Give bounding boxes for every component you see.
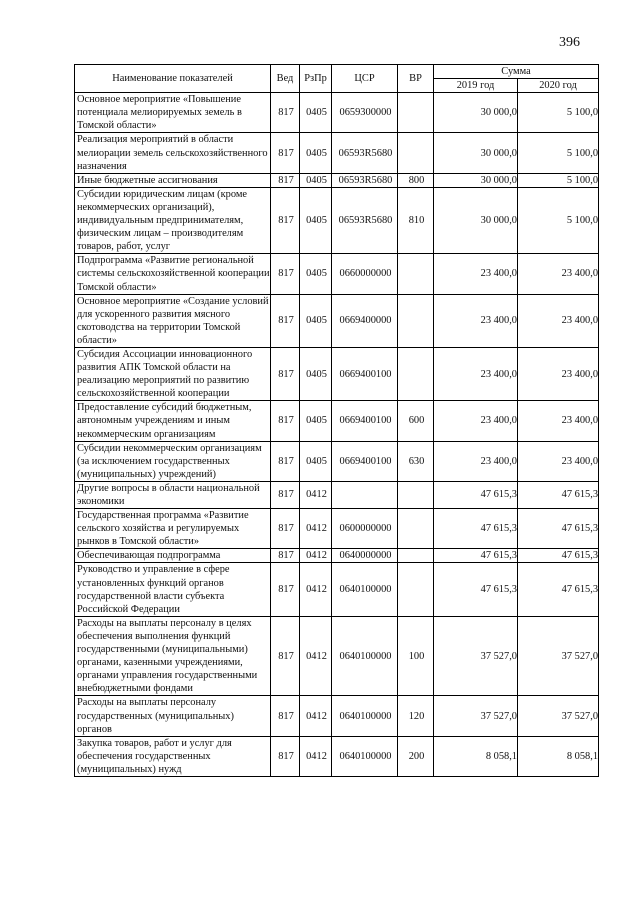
row-rzpr: 0412	[300, 616, 332, 696]
row-vr	[398, 254, 434, 294]
row-vr: 100	[398, 616, 434, 696]
row-sum-2020: 5 100,0	[518, 187, 599, 253]
row-name: Расходы на выплаты персоналу государственных (муниципальных) органов	[75, 696, 271, 736]
row-ved: 817	[271, 133, 300, 173]
row-vr	[398, 347, 434, 400]
budget-table	[74, 64, 599, 777]
table-row	[75, 347, 599, 400]
header-sum: Сумма	[434, 65, 599, 79]
row-sum-2019: 23 400,0	[434, 294, 518, 347]
table-row	[75, 294, 599, 347]
header-name: Наименование показателей	[75, 65, 271, 93]
row-ved: 817	[271, 294, 300, 347]
table-row	[75, 401, 599, 441]
row-sum-2020: 47 615,3	[518, 481, 599, 508]
row-sum-2019: 23 400,0	[434, 401, 518, 441]
row-ved: 817	[271, 173, 300, 187]
row-csr: 0640100000	[332, 736, 398, 776]
row-sum-2019: 30 000,0	[434, 133, 518, 173]
row-sum-2020: 23 400,0	[518, 254, 599, 294]
row-csr: 0669400100	[332, 441, 398, 481]
row-rzpr: 0405	[300, 347, 332, 400]
row-sum-2019: 8 058,1	[434, 736, 518, 776]
row-name: Государственная программа «Развитие сельского хозяйства и регулируемых рынков в Томской области»	[75, 509, 271, 549]
row-rzpr: 0412	[300, 509, 332, 549]
row-rzpr: 0405	[300, 401, 332, 441]
row-name: Реализация мероприятий в области мелиорации земель сельскохозяйственного назначения	[75, 133, 271, 173]
row-vr	[398, 563, 434, 616]
row-sum-2020: 47 615,3	[518, 549, 599, 563]
row-name: Обеспечивающая подпрограмма	[75, 549, 271, 563]
table-row	[75, 616, 599, 696]
table-row	[75, 549, 599, 563]
row-csr: 0640100000	[332, 563, 398, 616]
row-name: Другие вопросы в области национальной экономики	[75, 481, 271, 508]
row-sum-2020: 37 527,0	[518, 616, 599, 696]
table-row	[75, 441, 599, 481]
header-csr: ЦСР	[332, 65, 398, 93]
row-name: Субсидия Ассоциации инновационного развития АПК Томской области на реализацию мероприятий по развитию сельскохозяйственной кооперации	[75, 347, 271, 400]
row-ved: 817	[271, 441, 300, 481]
row-ved: 817	[271, 616, 300, 696]
row-ved: 817	[271, 563, 300, 616]
row-sum-2019: 47 615,3	[434, 549, 518, 563]
row-vr: 800	[398, 173, 434, 187]
row-name: Основное мероприятие «Создание условий для ускоренного развития мясного скотоводства на территории Томской области»	[75, 294, 271, 347]
table-row	[75, 736, 599, 776]
row-ved: 817	[271, 549, 300, 563]
table-row	[75, 563, 599, 616]
table-row	[75, 173, 599, 187]
row-vr: 200	[398, 736, 434, 776]
row-vr	[398, 549, 434, 563]
row-sum-2019: 30 000,0	[434, 93, 518, 133]
row-csr: 0640100000	[332, 696, 398, 736]
table-row	[75, 254, 599, 294]
row-vr: 810	[398, 187, 434, 253]
table-row	[75, 93, 599, 133]
row-rzpr: 0412	[300, 563, 332, 616]
row-ved: 817	[271, 736, 300, 776]
row-rzpr: 0412	[300, 736, 332, 776]
row-csr: 0659300000	[332, 93, 398, 133]
row-vr	[398, 509, 434, 549]
header-year-2020: 2020 год	[518, 79, 599, 93]
row-sum-2019: 23 400,0	[434, 347, 518, 400]
row-rzpr: 0405	[300, 93, 332, 133]
row-sum-2019: 23 400,0	[434, 441, 518, 481]
row-name: Подпрограмма «Развитие региональной системы сельскохозяйственной кооперации Томской области»	[75, 254, 271, 294]
row-csr	[332, 481, 398, 508]
row-sum-2020: 8 058,1	[518, 736, 599, 776]
row-name: Основное мероприятие «Повышение потенциала мелиорируемых земель в Томской области»	[75, 93, 271, 133]
page-number: 396	[559, 35, 580, 50]
row-name: Предоставление субсидий бюджетным, автономным учреждениям и иным некоммерческим организациям	[75, 401, 271, 441]
row-csr: 0600000000	[332, 509, 398, 549]
row-rzpr: 0405	[300, 254, 332, 294]
row-csr: 0669400000	[332, 294, 398, 347]
row-ved: 817	[271, 509, 300, 549]
row-rzpr: 0412	[300, 549, 332, 563]
row-ved: 817	[271, 254, 300, 294]
row-sum-2019: 37 527,0	[434, 696, 518, 736]
row-csr: 0669400100	[332, 347, 398, 400]
row-sum-2019: 47 615,3	[434, 563, 518, 616]
header-vr: ВР	[398, 65, 434, 93]
row-vr: 630	[398, 441, 434, 481]
header-ved: Вед	[271, 65, 300, 93]
row-sum-2020: 5 100,0	[518, 133, 599, 173]
row-rzpr: 0412	[300, 481, 332, 508]
row-sum-2019: 37 527,0	[434, 616, 518, 696]
row-csr: 06593R5680	[332, 173, 398, 187]
row-rzpr: 0405	[300, 173, 332, 187]
row-ved: 817	[271, 696, 300, 736]
row-sum-2020: 23 400,0	[518, 401, 599, 441]
row-rzpr: 0405	[300, 187, 332, 253]
row-rzpr: 0405	[300, 133, 332, 173]
row-sum-2020: 23 400,0	[518, 294, 599, 347]
row-sum-2020: 47 615,3	[518, 563, 599, 616]
table-row	[75, 696, 599, 736]
row-name: Иные бюджетные ассигнования	[75, 173, 271, 187]
row-sum-2020: 23 400,0	[518, 441, 599, 481]
row-name: Расходы на выплаты персоналу в целях обеспечения выполнения функций государственными (муниципальными) органами, казенными учреждениями, органами управления государственными внебюджетными фондами	[75, 616, 271, 696]
row-csr: 0660000000	[332, 254, 398, 294]
row-rzpr: 0405	[300, 441, 332, 481]
row-csr: 0640000000	[332, 549, 398, 563]
row-sum-2019: 30 000,0	[434, 173, 518, 187]
row-ved: 817	[271, 187, 300, 253]
row-name: Руководство и управление в сфере установленных функций органов государственной власти субъекта Российской Федерации	[75, 563, 271, 616]
row-rzpr: 0405	[300, 294, 332, 347]
row-ved: 817	[271, 93, 300, 133]
row-csr: 06593R5680	[332, 187, 398, 253]
row-sum-2020: 23 400,0	[518, 347, 599, 400]
row-ved: 817	[271, 401, 300, 441]
row-ved: 817	[271, 347, 300, 400]
row-csr: 0640100000	[332, 616, 398, 696]
row-sum-2019: 23 400,0	[434, 254, 518, 294]
row-rzpr: 0412	[300, 696, 332, 736]
row-vr: 600	[398, 401, 434, 441]
table-row	[75, 509, 599, 549]
row-sum-2019: 47 615,3	[434, 509, 518, 549]
row-sum-2020: 5 100,0	[518, 93, 599, 133]
row-sum-2019: 47 615,3	[434, 481, 518, 508]
table-row	[75, 187, 599, 253]
row-ved: 817	[271, 481, 300, 508]
row-name: Субсидии юридическим лицам (кроме некоммерческих организаций), индивидуальным предпринимателям, физическим лицам – производителям товаров, работ, услуг	[75, 187, 271, 253]
row-csr: 06593R5680	[332, 133, 398, 173]
row-vr	[398, 133, 434, 173]
row-vr: 120	[398, 696, 434, 736]
header-rzpr: РзПр	[300, 65, 332, 93]
row-sum-2020: 47 615,3	[518, 509, 599, 549]
header-year-2019: 2019 год	[434, 79, 518, 93]
row-vr	[398, 294, 434, 347]
row-sum-2019: 30 000,0	[434, 187, 518, 253]
row-sum-2020: 5 100,0	[518, 173, 599, 187]
row-vr	[398, 481, 434, 508]
table-row	[75, 481, 599, 508]
table-row	[75, 133, 599, 173]
row-csr: 0669400100	[332, 401, 398, 441]
row-vr	[398, 93, 434, 133]
row-name: Закупка товаров, работ и услуг для обеспечения государственных (муниципальных) нужд	[75, 736, 271, 776]
row-name: Субсидии некоммерческим организациям (за исключением государственных (муниципальных) учреждений)	[75, 441, 271, 481]
row-sum-2020: 37 527,0	[518, 696, 599, 736]
